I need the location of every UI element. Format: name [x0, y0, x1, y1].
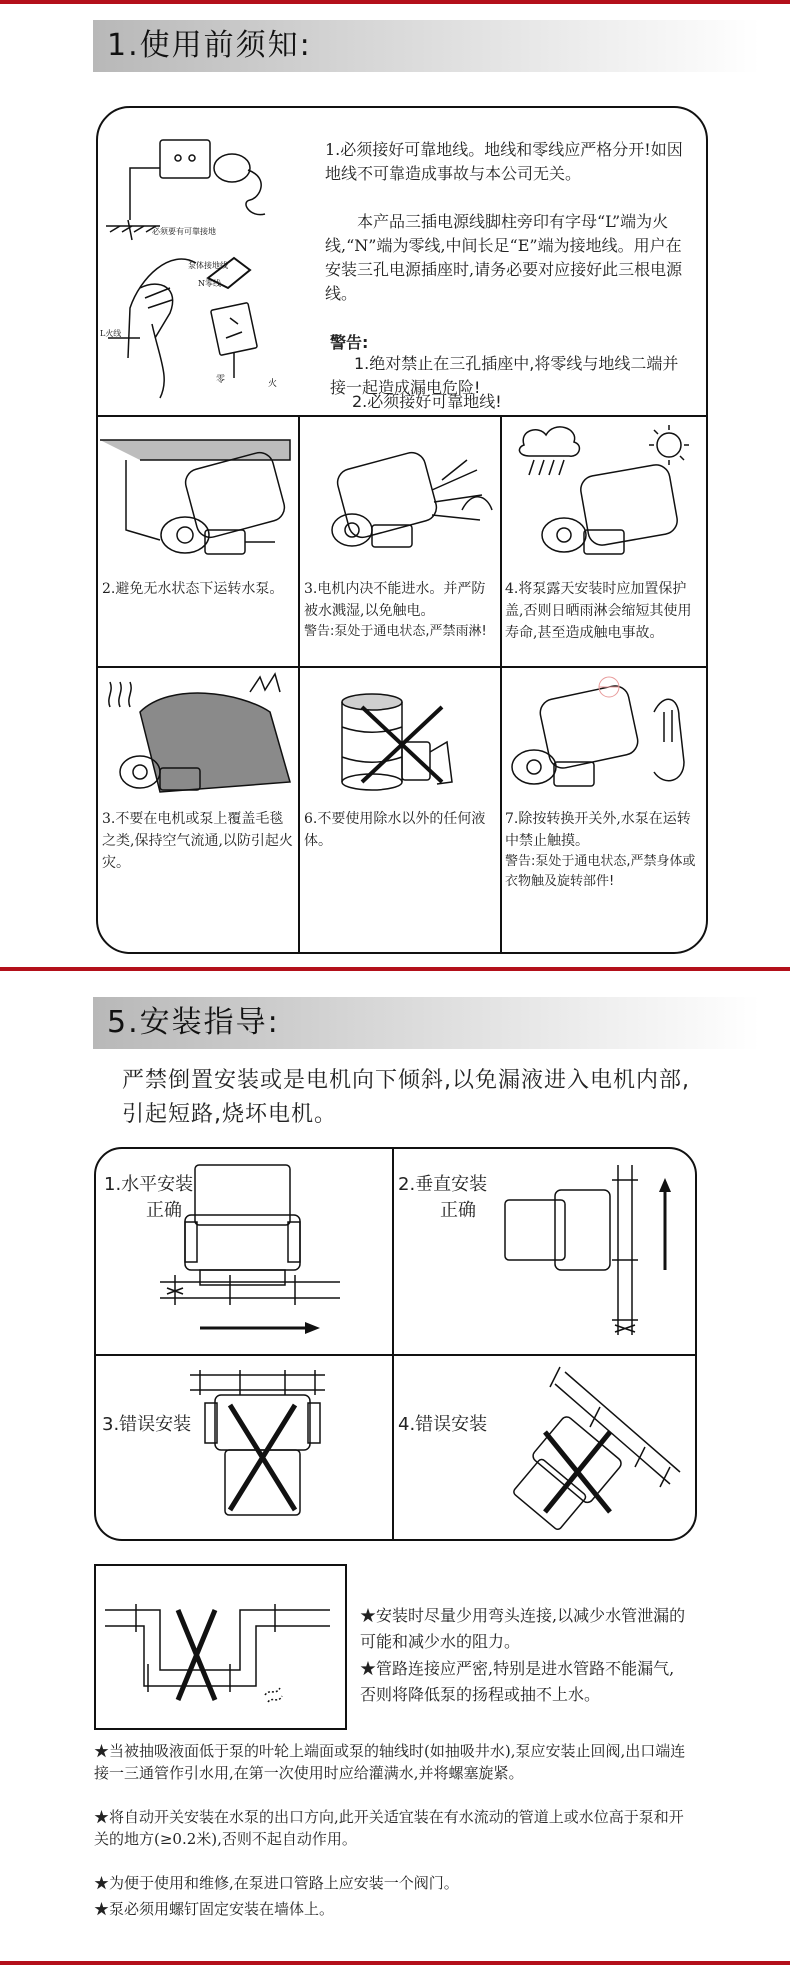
warning-item-1: 1.绝对禁止在三孔插座中,将零线与地线二端并接一起造成漏电危险!: [330, 354, 679, 397]
pipe-box-border: [94, 1728, 347, 1730]
caution-5-text: 3.不要在电机或泵上覆盖毛毯之类,保持空气流通,以防引起火灾。: [102, 811, 293, 871]
grid-line: [500, 416, 502, 953]
install-note-4: ★泵必须用螺钉固定安装在墙体上。: [94, 1900, 335, 1918]
install-horizontal-status: 正确: [146, 1200, 182, 1221]
install-horizontal-label: 1.水平安装: [104, 1174, 194, 1195]
install-vertical-status: 正确: [440, 1200, 476, 1221]
pipe-note-2: ★管路连接应严密,特别是进水管路不能漏气,否则将降低泵的扬程或抽不上水。: [360, 1659, 675, 1704]
label-live: L火线: [100, 329, 122, 338]
pipe-box-border: [94, 1564, 347, 1566]
top-divider: [0, 0, 790, 4]
install-wrong-3-label: 3.错误安装: [102, 1414, 192, 1435]
install-note-3: ★为便于使用和维修,在泵进口管路上应安装一个阀门。: [94, 1874, 459, 1892]
label-zero: 零: [216, 375, 226, 385]
horizontal-install-diagram: [155, 1160, 385, 1345]
label-pump-ground: 泵体接地线: [188, 261, 228, 270]
caution-4-text: 4.将泵露天安装时应加置保护盖,否则日晒雨淋会缩短其使用寿命,甚至造成触电事故。: [505, 581, 692, 641]
liquid-drums-illustration: [302, 672, 497, 802]
blanket-fire-illustration: [100, 672, 295, 802]
grid-line: [97, 415, 707, 417]
wrong-install-4-diagram: [520, 1362, 690, 1532]
install-intro: 严禁倒置安装或是电机向下倾斜,以免漏液进入电机内部,引起短路,烧坏电机。: [122, 1068, 690, 1127]
warning-item-2: 2.必须接好可靠地线!: [352, 392, 502, 411]
rain-sun-illustration: [504, 420, 699, 570]
label-fire: 火: [268, 379, 278, 389]
warning-title: 警告:: [330, 333, 369, 352]
grounding-illustration: [100, 128, 310, 408]
middle-divider: [0, 967, 790, 971]
install-note-2: ★将自动开关安装在水泵的出口方向,此开关适宜装在有水流动的管道上或水位高于泵和开关的地方(≥0.2米),否则不起自动作用。: [94, 1808, 684, 1848]
caution-7-warning: 警告:泵处于通电状态,严禁身体或衣物触及旋转部件!: [505, 854, 696, 889]
pipe-note-1: ★安装时尽量少用弯头连接,以减少水管泄漏的可能和减少水的阻力。: [360, 1606, 686, 1651]
elbow-pipe-diagram: [100, 1600, 340, 1720]
pipe-box-border: [345, 1564, 347, 1730]
vertical-install-diagram: [500, 1160, 690, 1345]
wrong-install-3-diagram: [185, 1365, 375, 1535]
install-wrong-4-label: 4.错误安装: [398, 1414, 488, 1435]
pipe-box-border: [94, 1564, 96, 1730]
caution-3-text: 3.电机内决不能进水。并严防被水溅湿,以免触电。: [304, 581, 486, 619]
section-1-title: 1.使用前须知:: [93, 20, 760, 72]
label-ground: 必须要有可靠接地: [152, 227, 216, 236]
caution-3-warning: 警告:泵处于通电状态,严禁雨淋!: [304, 624, 487, 639]
label-neutral: N零线: [198, 279, 221, 288]
bottom-divider: [0, 1961, 790, 1965]
grid-line: [97, 666, 707, 668]
install-vertical-label: 2.垂直安装: [398, 1174, 488, 1195]
grounding-paragraph-2: 本产品三插电源线脚柱旁印有字母“L”端为火线,“N”端为零线,中间长足“E”端为接地线。用户在安装三孔电源插座时,请务必要对应接好此三根电源线。: [325, 212, 683, 303]
grid-line: [95, 1354, 696, 1356]
install-note-1: ★当被抽吸液面低于泵的叶轮上端面或泵的轴线时(如抽吸井水),泵应安装止回阀,出口端连接一三通管作引水用,在第一次使用时应给灌满水,并将螺塞旋紧。: [94, 1742, 686, 1782]
pump-dry-run-illustration: [100, 420, 295, 570]
grid-line: [298, 416, 300, 953]
section-5-title: 5.安装指导:: [93, 997, 760, 1049]
caution-6-text: 6.不要使用除水以外的任何液体。: [304, 811, 486, 849]
grounding-paragraph-1: 1.必须接好可靠地线。地线和零线应严格分开!如因地线不可靠造成事故与本公司无关。: [325, 140, 683, 183]
caution-7-text: 7.除按转换开关外,水泵在运转中禁止触摸。: [505, 811, 691, 849]
water-splash-illustration: [302, 420, 497, 570]
no-touch-illustration: [504, 672, 699, 802]
caution-2-text: 2.避免无水状态下运转水泵。: [102, 581, 284, 597]
grid-line: [392, 1148, 394, 1540]
